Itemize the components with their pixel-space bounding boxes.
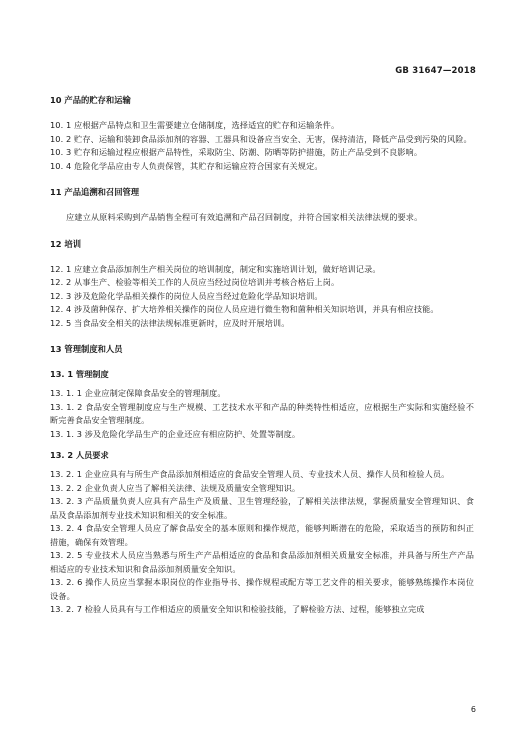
- clause-13-2-5: 13. 2. 5 专业技术人员应当熟悉与所生产产品相适应的食品和食品添加剂相关质量安全标准，并具备与所生产产品相适应的专业技术知识和食品添加剂质量安全知识。: [50, 550, 474, 574]
- page-number: 6: [470, 705, 476, 714]
- section-title-13: 13 管理制度和人员: [50, 344, 123, 354]
- clause-10-3: 10. 3 贮存和运输过程应根据产品特性，采取防尘、防潮、防晒等防护措施，防止产品受到不良影响。: [50, 147, 423, 157]
- clause-13-2-3: 13. 2. 3 产品质量负责人应具有产品生产及质量、卫生管理经验，了解相关法律法规，掌握质量安全管理知识、食品及食品添加剂专业技术知识和相关的安全标准。: [50, 496, 474, 520]
- clause-12-4: 12. 4 涉及菌种保存、扩大培养相关操作的岗位人员应进行微生物和菌种相关知识培训，并具有相应技能。: [50, 304, 439, 314]
- clause-12-5: 12. 5 当食品安全相关的法律法规标准更新时，应及时开展培训。: [50, 317, 290, 328]
- clause-13-2-4: 13. 2. 4 食品安全管理人员应了解食品安全的基本原则和操作规范，能够判断潜在的危险，采取适当的预防和纠正措施，确保有效管理。: [50, 523, 474, 547]
- clause-11-body: 应建立从原料采购到产品销售全程可有效追溯和产品召回制度，并符合国家相关法律法规的要求。: [66, 212, 423, 222]
- section-title-10: 10 产品的贮存和运输: [50, 95, 131, 105]
- clause-13-2-1: 13. 2. 1 企业应具有与所生产食品添加剂相适应的食品安全管理人员、专业技术人员、操作人员和检验人员。: [50, 469, 450, 479]
- document-body: [50, 94, 474, 617]
- clause-12-3: 12. 3 涉及危险化学品相关操作的岗位人员应当经过危险化学品知识培训。: [50, 290, 323, 301]
- clause-13-1-2: 13. 1. 2 食品安全管理制度应与生产规模、工艺技术水平和产品的种类特性相适应，应根据生产实际和实施经验不断完善食品安全管理制度。: [50, 401, 474, 425]
- clause-10-1: 10. 1 应根据产品特点和卫生需要建立仓储制度，选择适宜的贮存和运输条件。: [50, 120, 340, 130]
- clause-13-2-2: 13. 2. 2 企业负责人应当了解相关法律、法规及质量安全管理知识。: [50, 482, 301, 493]
- clause-10-2: 10. 2 贮存、运输和装卸食品添加剂的容器、工器具和设备应当安全、无害，保持清洁，降低产品受到污染的风险。: [50, 133, 472, 144]
- clause-12-1: 12. 1 应建立食品添加剂生产相关岗位的培训制度，制定和实施培训计划，做好培训记录。: [50, 263, 381, 274]
- clause-13-1-1: 13. 1. 1 企业应制定保障食品安全的管理制度。: [50, 388, 226, 398]
- clause-13-2-7: 13. 2. 7 检验人员具有与工作相适应的质量安全知识和检验技能，了解检验方法、过程，能够独立完成: [50, 604, 425, 614]
- standard-code-header: GB 31647—2018: [395, 66, 476, 76]
- clause-13-1-3: 13. 1. 3 涉及危险化学品生产的企业还应有相应防护、处置等制度。: [50, 428, 301, 439]
- clause-10-4: 10. 4 危险化学品应由专人负责保管，其贮存和运输应符合国家有关规定。: [50, 160, 323, 171]
- clause-13-2-6: 13. 2. 6 操作人员应当掌握本职岗位的作业指导书、操作规程或配方等工艺文件的相关要求，能够熟练操作本岗位设备。: [50, 577, 474, 601]
- section-title-12: 12 培训: [50, 238, 82, 249]
- subsection-title-13-1: 13. 1 管理制度: [50, 369, 109, 379]
- clause-12-2: 12. 2 从事生产、检验等相关工作的人员应当经过岗位培训并考核合格后上岗。: [50, 277, 340, 287]
- subsection-title-13-2: 13. 2 人员要求: [50, 450, 109, 460]
- section-title-11: 11 产品追溯和召回管理: [50, 187, 140, 197]
